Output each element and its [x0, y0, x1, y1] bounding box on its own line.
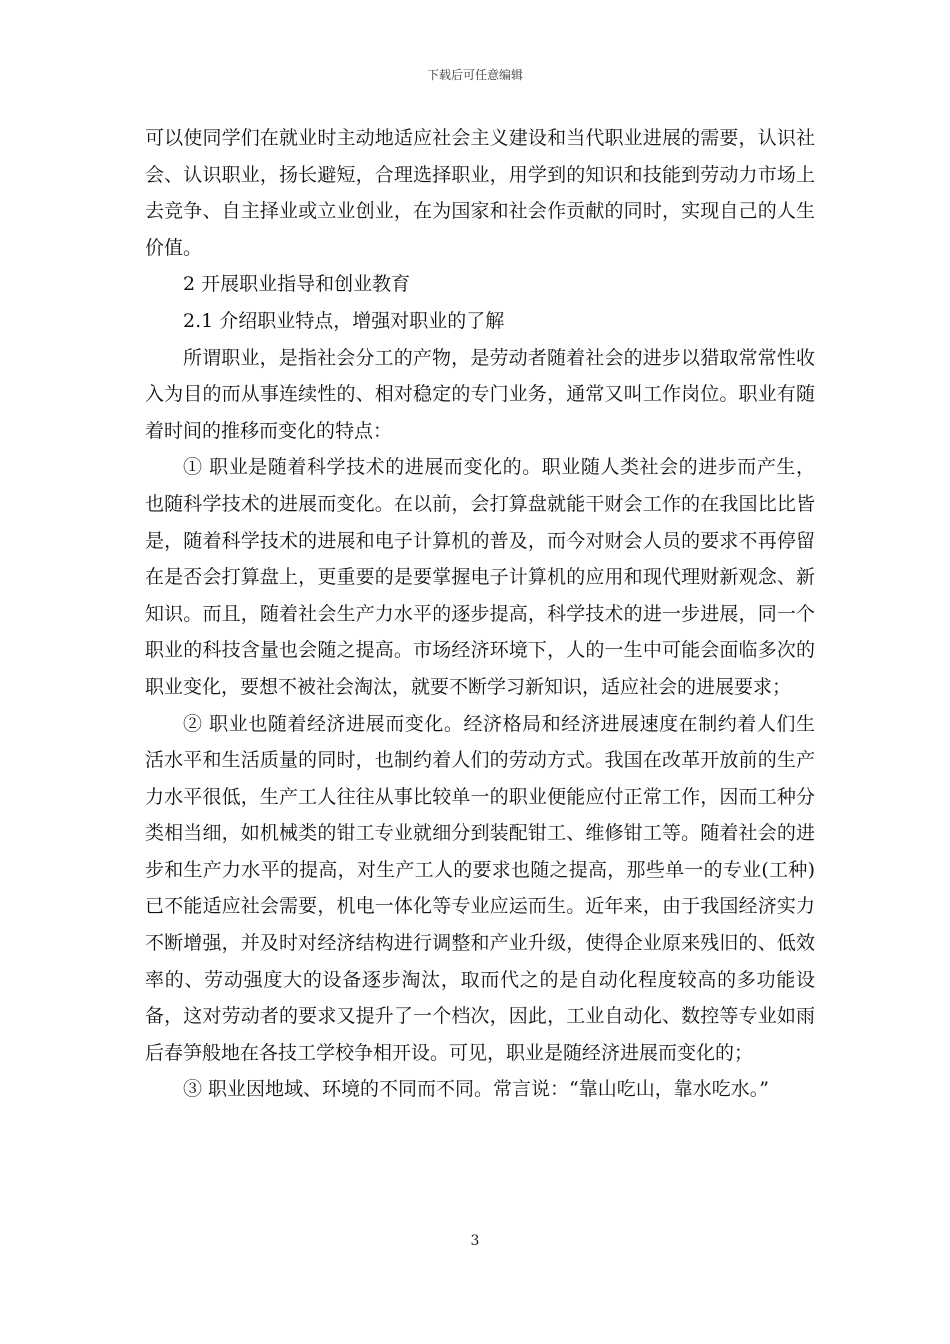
paragraph-point-1: ① 职业是随着科学技术的进展而变化的。职业随人类社会的进步而产生，也随科学技术的进展而变化。在以前，会打算盘就能干财会工作的在我国比比皆是，随着科学技术的进展和电子计算机的普及，而今对财会人员的要求不再停留在是否会打算盘上，更重要的是要掌握电子计算机的应用和现代理财新观念、新知识。而且，随着社会生产力水平的逐步提高，科学技术的进一步进展，同一个职业的科技含量也会随之提高。市场经济环境下，人的一生中可能会面临多次的职业变化，要想不被社会淘汰，就要不断学习新知识，适应社会的进展要求； — [145, 456, 815, 698]
paragraph-continuation: 可以使同学们在就业时主动地适应社会主义建设和当代职业进展的需要，认识社会、认识职业，扬长避短，合理选择职业，用学到的知识和技能到劳动力市场上去竞争、自主择业或立业创业，在为国家和社会作贡献的同时，实现自己的人生价值。 — [145, 127, 815, 259]
page-number: 3 — [470, 1233, 480, 1249]
paragraph-point-2: ② 职业也随着经济进展而变化。经济格局和经济进展速度在制约着人们生活水平和生活质量的同时，也制约着人们的劳动方式。我国在改革开放前的生产力水平很低，生产工人往往从事比较单一的职业便能应付正常工作，因而工种分类相当细，如机械类的钳工专业就细分到装配钳工、维修钳工等。随着社会的进步和生产力水平的提高，对生产工人的要求也随之提高，那些单一的专业(工种)已不能适应社会需要，机电一体化等专业应运而生。近年来，由于我国经济实力不断增强，并及时对经济结构进行调整和产业升级，使得企业原来残旧的、低效率的、劳动强度大的设备逐步淘汰，取而代之的是自动化程度较高的多功能设备，这对劳动者的要求又提升了一个档次，因此，工业自动化、数控等专业如雨后春笋般地在各技工学校争相开设。可见，职业是随经济进展而变化的； — [145, 712, 815, 1064]
paragraph-definition: 所谓职业，是指社会分工的产物，是劳动者随着社会的进步以猎取常常性收入为目的而从事连续性的、相对稳定的专门业务，通常又叫工作岗位。职业有随着时间的推移而变化的特点： — [145, 346, 815, 442]
document-body — [145, 120, 815, 1108]
subsection-heading: 2.1 介绍职业特点，增强对职业的了解 — [183, 309, 505, 332]
paragraph-point-3: ③ 职业因地域、环境的不同而不同。常言说：“靠山吃山，靠水吃水。” — [183, 1078, 769, 1101]
section-heading: 2 开展职业指导和创业教育 — [183, 273, 411, 296]
page-header: 下载后可任意编辑 — [426, 68, 523, 82]
